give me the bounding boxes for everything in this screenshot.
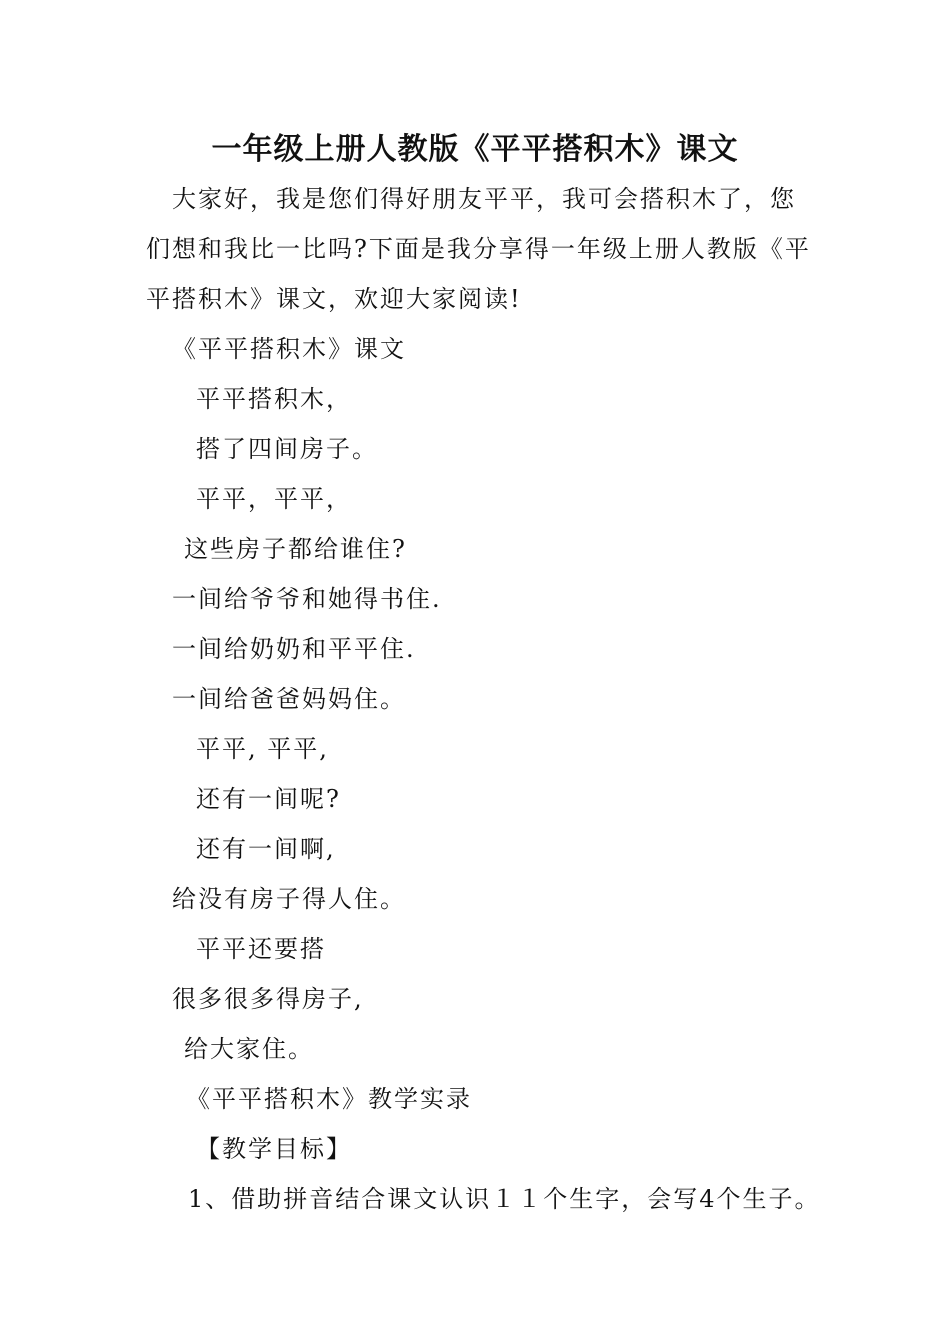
poem-line: 这些房子都给谁住? xyxy=(184,535,407,563)
poem-line: 很多很多得房子, xyxy=(172,985,364,1013)
poem-line: 平平, 平平, xyxy=(196,735,329,763)
intro-line: 们想和我比一比吗?下面是我分享得一年级上册人教版《平 xyxy=(146,235,811,263)
poem-line: 一间给爷爷和她得书住. xyxy=(172,585,442,613)
intro-line: 平搭积木》课文，欢迎大家阅读! xyxy=(146,285,522,313)
poem-line: 平平搭积木， xyxy=(196,385,352,413)
poem-line: 还有一间啊, xyxy=(196,835,336,863)
poem-line: 还有一间呢? xyxy=(196,785,341,813)
poem-line: 平平，平平， xyxy=(196,485,352,513)
poem-line: 给没有房子得人住。 xyxy=(172,885,406,913)
intro-line: 大家好，我是您们得好朋友平平，我可会搭积木了，您 xyxy=(172,185,796,213)
poem-line: 搭了四间房子。 xyxy=(196,435,378,463)
section-heading: 《平平搭积木》课文 xyxy=(172,335,406,363)
objective-item: 1、借助拼音结合课文认识１１个生字，会写4个生子。 xyxy=(188,1185,821,1213)
document-title: 一年级上册人教版《平平搭积木》课文 xyxy=(211,132,739,167)
poem-line: 给大家住。 xyxy=(184,1035,314,1063)
poem-line: 一间给爸爸妈妈住。 xyxy=(172,685,406,713)
poem-line: 一间给奶奶和平平住. xyxy=(172,635,416,663)
poem-line: 平平还要搭 xyxy=(196,935,326,963)
record-heading: 《平平搭积木》教学实录 xyxy=(186,1085,472,1113)
objectives-heading: 【教学目标】 xyxy=(196,1135,352,1163)
